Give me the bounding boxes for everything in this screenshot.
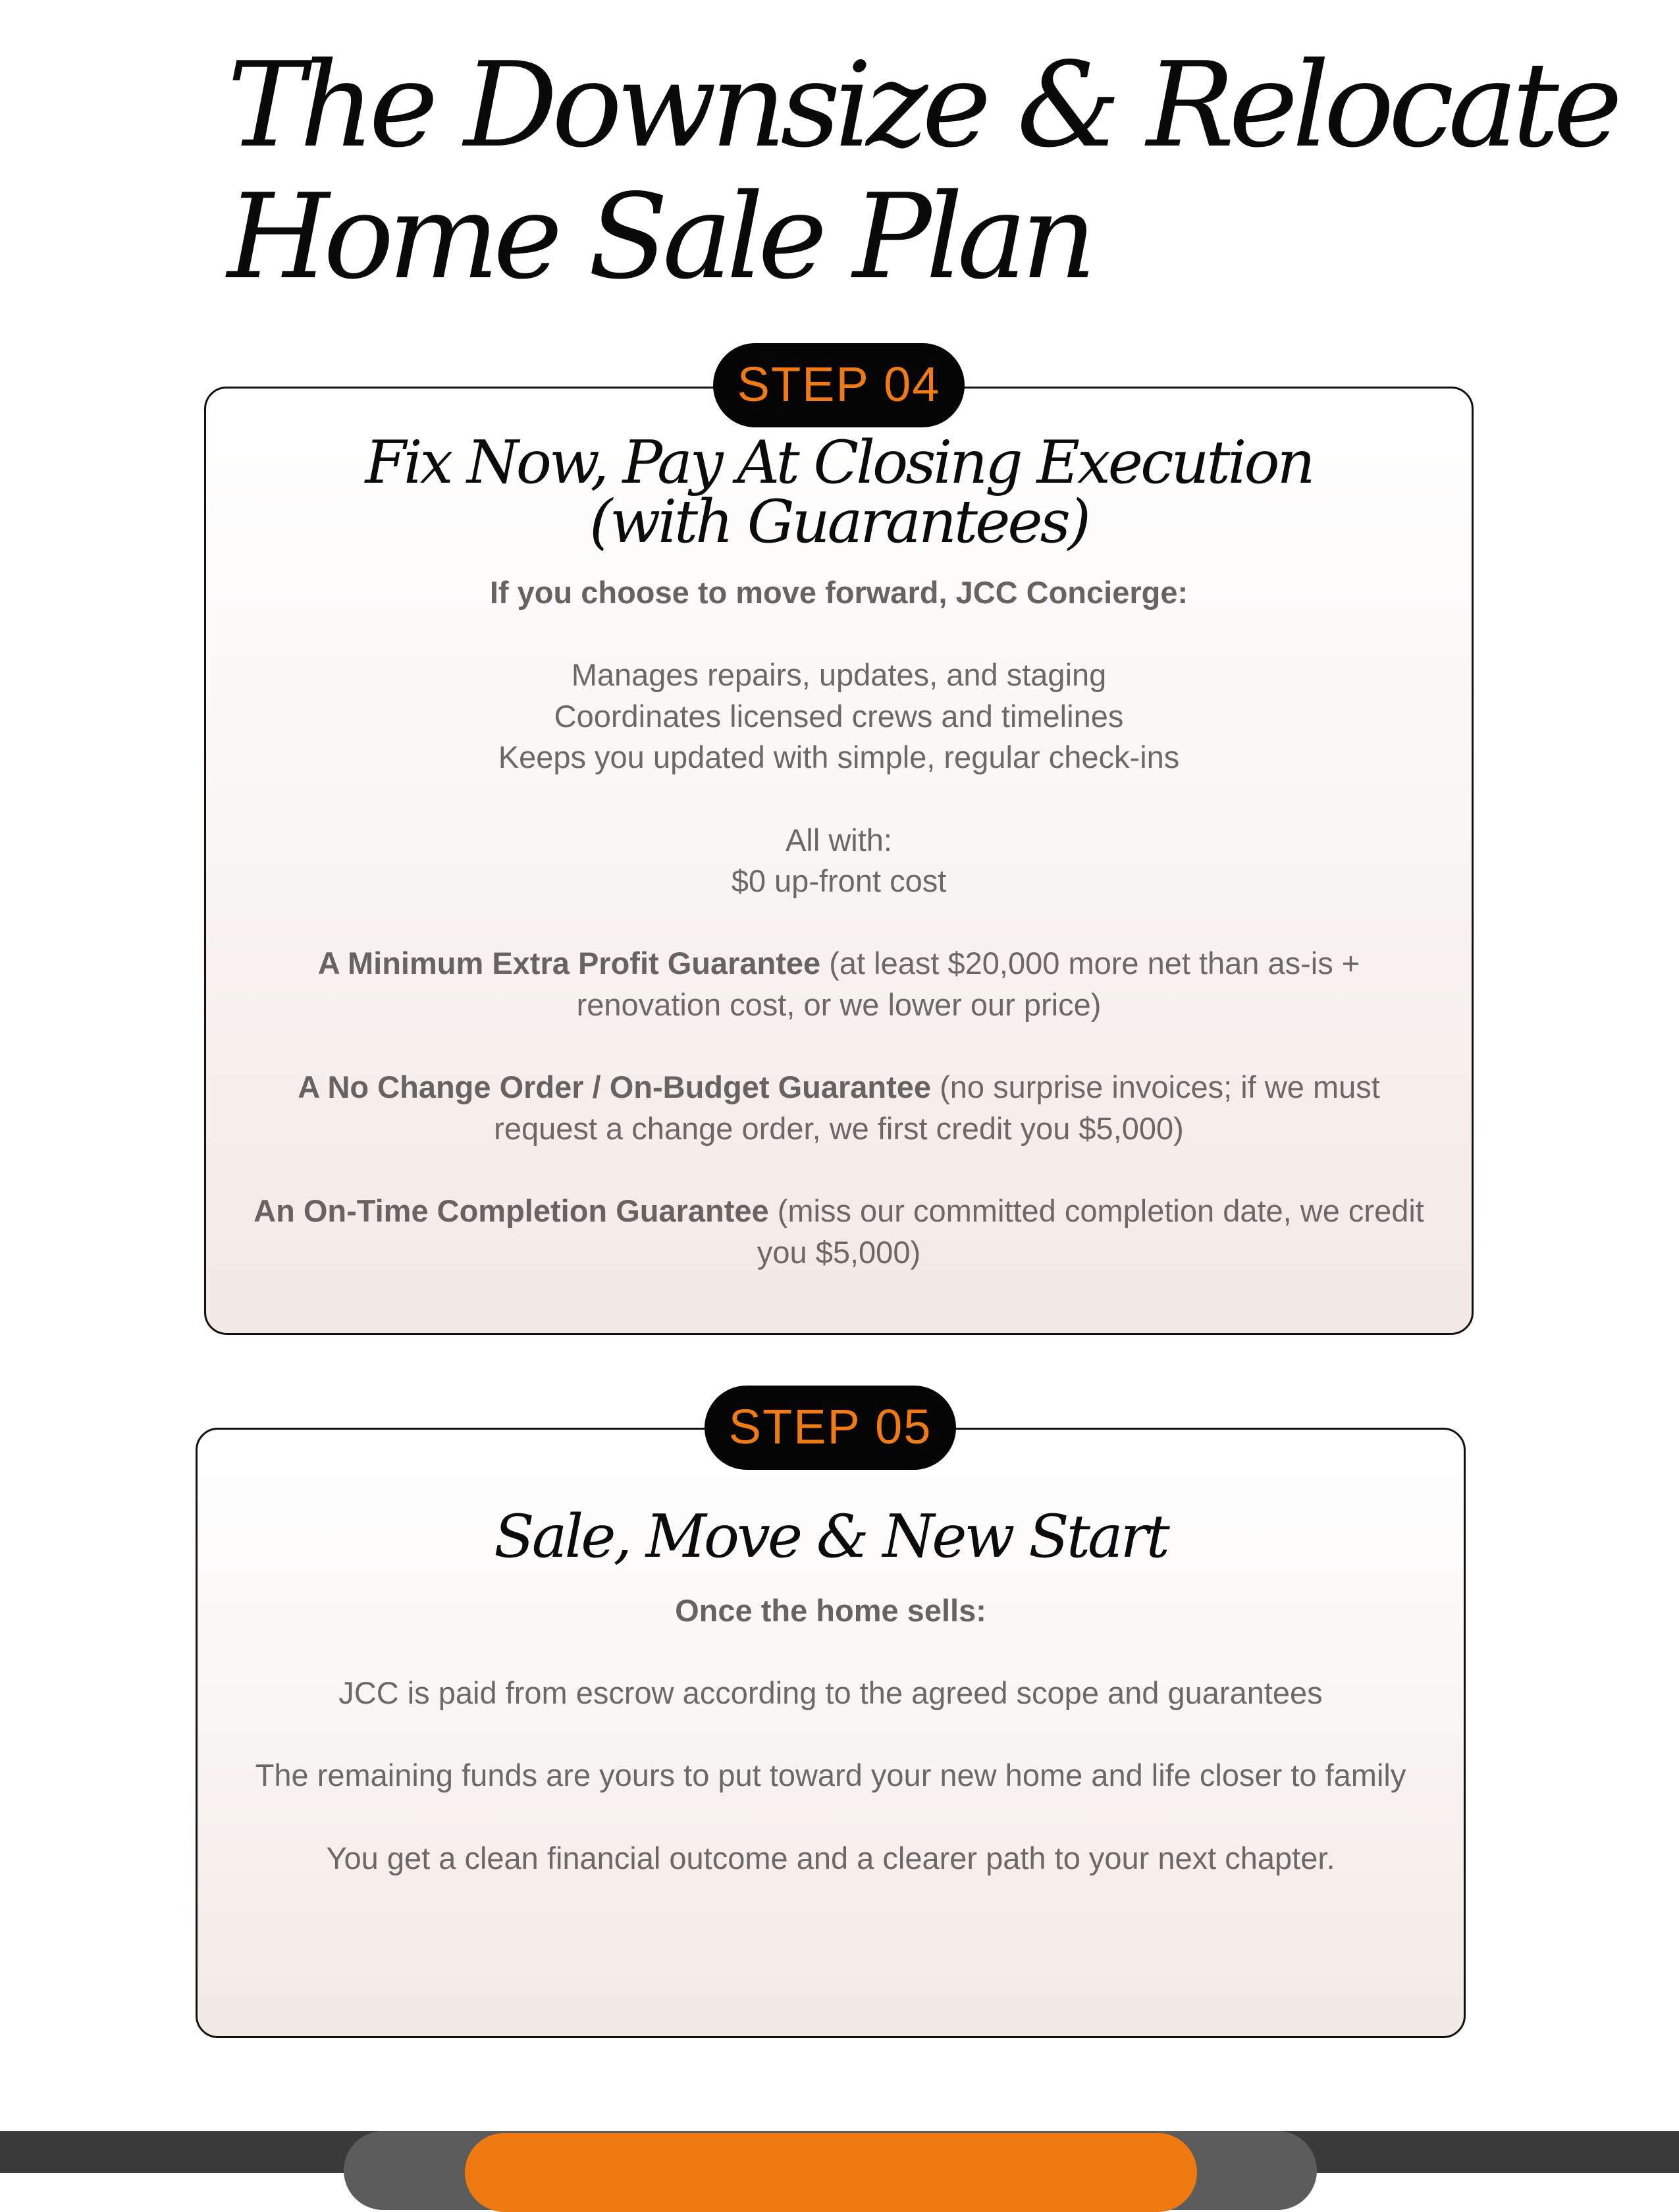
step-04-body	[246, 572, 1432, 1273]
guarantee-name: A Minimum Extra Profit Guarantee	[317, 946, 821, 981]
step-04-intro-text: If you choose to move forward, JCC Concierge:	[489, 575, 1188, 610]
guarantee-name: An On-Time Completion Guarantee	[253, 1193, 769, 1228]
step-04-title-line-2: (with Guarantees)	[589, 487, 1088, 556]
step-04-title	[206, 428, 1472, 556]
step-05-title-text: Sale, Move & New Start	[494, 1502, 1167, 1571]
step-05-intro	[237, 1590, 1424, 1632]
step-04-card	[204, 387, 1474, 1335]
guarantee-name: A No Change Order / On-Budget Guarantee	[298, 1069, 932, 1105]
guarantee-on-time	[246, 1191, 1432, 1273]
page-title-line-2: Home Sale Plan	[227, 169, 1091, 305]
step-05-point: The remaining funds are yours to put toward your new home and life closer to family	[255, 1758, 1406, 1793]
step-04-title-line-1: Fix Now, Pay At Closing Execution	[365, 428, 1313, 497]
step-04-badge: STEP 04	[713, 343, 965, 427]
service-item: Manages repairs, updates, and staging	[571, 657, 1107, 693]
guarantee-detail: (at least $20,000 more net than as-is + renovation cost, or we lower our price)	[576, 946, 1360, 1022]
step-05-title	[198, 1501, 1464, 1573]
step-05-point: JCC is paid from escrow according to the agreed scope and guarantees	[338, 1675, 1323, 1711]
step-05-point: You get a clean financial outcome and a clearer path to your next chapter.	[326, 1840, 1335, 1875]
guarantee-budget	[246, 1067, 1432, 1149]
guarantee-detail: (miss our committed completion date, we credit you $5,000)	[757, 1193, 1424, 1270]
page-title	[227, 37, 1617, 305]
page-title-line-1: The Downsize & Relocate	[227, 37, 1617, 173]
upfront-cost: $0 up-front cost	[731, 863, 947, 899]
step-05-badge: STEP 05	[705, 1386, 956, 1470]
guarantee-profit	[246, 943, 1432, 1025]
guarantee-detail: (no surprise invoices; if we must request a change order, we first credit you $5,000)	[494, 1069, 1380, 1146]
service-item: Coordinates licensed crews and timelines	[554, 698, 1124, 734]
service-item: Keeps you updated with simple, regular check-ins	[498, 740, 1180, 775]
footer-cta-button[interactable]	[465, 2133, 1197, 2212]
step-05-card	[196, 1428, 1466, 2038]
step-04-intro	[246, 572, 1432, 614]
all-with-label: All with:	[786, 822, 892, 857]
step-05-intro-text: Once the home sells:	[675, 1593, 986, 1628]
step-05-body	[237, 1590, 1424, 1879]
